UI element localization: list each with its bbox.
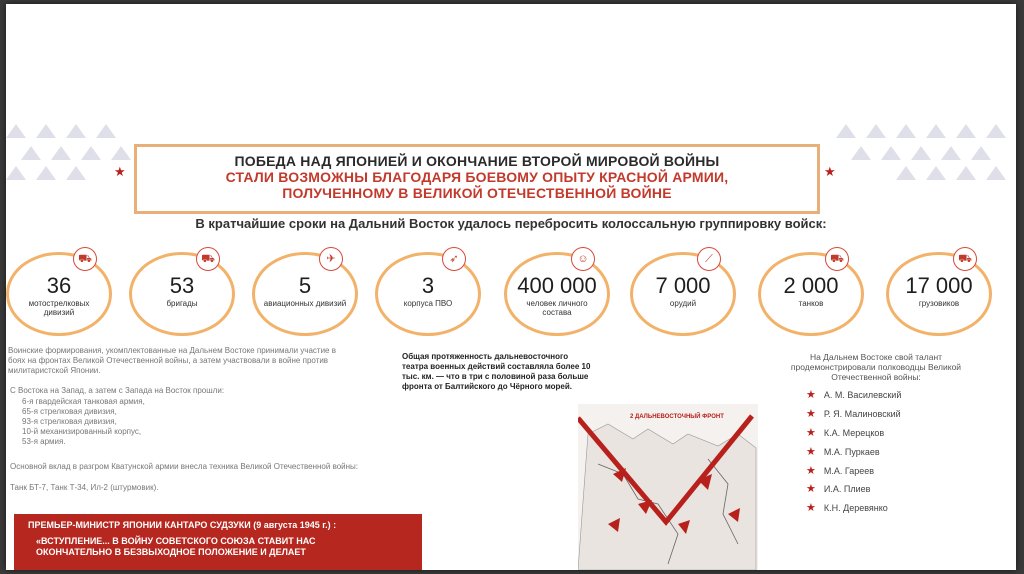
- title-line1: ПОБЕДА НАД ЯПОНИЕЙ И ОКОНЧАНИЕ ВТОРОЙ МИРОВОЙ ВОЙНЫ: [234, 153, 720, 169]
- plane-icon: ✈: [319, 247, 343, 271]
- quote-box: [14, 514, 422, 570]
- commander-name: М.А. Пуркаев: [823, 447, 880, 457]
- star-icon: ★: [806, 483, 816, 495]
- tank-icon: ⛟: [825, 247, 849, 271]
- commander-item: [806, 464, 874, 477]
- commander-item: [806, 407, 901, 420]
- star-icon: ★: [806, 389, 816, 401]
- quote-heading: ПРЕМЬЕР-МИНИСТР ЯПОНИИ КАНТАРО СУДЗУКИ (9 августа 1945 г.) :: [28, 520, 337, 530]
- stat-label: танков: [798, 299, 824, 308]
- stat-label: орудий: [669, 299, 697, 308]
- stat-value: 17 000: [905, 273, 973, 298]
- star-icon: ★: [806, 465, 816, 477]
- theater-text: Общая протяженность дальневосточного театра военных действий составляла более 10 тыс. км. — что в три с половиной раза больше фронта от Балтийского до Чёрного морей.: [402, 352, 591, 391]
- quote-body: [36, 536, 422, 558]
- stat-value: 5: [298, 273, 312, 298]
- commander-name: А. М. Василевский: [823, 390, 902, 400]
- left-tech: Основной вклад в разгром Кватунской армии внесла техника Великой Отечественной войны:: [10, 462, 359, 471]
- commander-item: [806, 388, 901, 401]
- star-icon: ★: [824, 164, 836, 179]
- left-intro: Воинские формирования, укомплектованные на Дальнем Востоке принимали участие в боях на фронтах Великой Отечественной войны, а затем участвовали в войне против милитаристской Японии.: [8, 346, 336, 375]
- stat-circle: [758, 252, 864, 336]
- commander-name: Р. Я. Малиновский: [823, 409, 901, 419]
- units-list: [10, 397, 330, 447]
- stat-value: 3: [421, 273, 435, 298]
- stat-circle: [252, 252, 358, 336]
- stat-value: 53: [169, 273, 195, 298]
- stat-label: корпуса ПВО: [403, 299, 453, 308]
- commander-name: К.Н. Деревянко: [823, 503, 888, 513]
- title-line2: СТАЛИ ВОЗМОЖНЫ БЛАГОДАРЯ БОЕВОМУ ОПЫТУ КРАСНОЙ АРМИИ,: [225, 169, 729, 185]
- stat-circle: [375, 252, 481, 336]
- commander-item: [806, 482, 870, 495]
- stat-label: грузовиков: [918, 299, 960, 308]
- title-line3: ПОЛУЧЕННОМУ В ВЕЛИКОЙ ОТЕЧЕСТВЕННОЙ ВОЙНЕ: [282, 185, 672, 201]
- commander-name: И.А. Плиев: [823, 484, 871, 494]
- stat-label: авиационных дивизий: [263, 299, 347, 308]
- commander-item: [806, 445, 880, 458]
- map-label: 2 ДАЛЬНЕВОСТОЧНЫЙ ФРОНТ: [630, 414, 724, 420]
- commander-item: [806, 501, 888, 514]
- left-route: С Востока на Запад, а затем с Запада на Восток прошли:: [10, 386, 225, 395]
- commander-name: М.А. Гареев: [823, 466, 875, 476]
- subtitle: В кратчайшие сроки на Дальний Восток удалось перебросить колоссальную группировку войск:: [195, 216, 827, 231]
- stat-circle: [6, 252, 112, 336]
- stat-label: мотострелковых дивизий: [28, 299, 90, 317]
- gun-icon: ⟋: [697, 247, 721, 271]
- person-icon: ☺: [571, 247, 595, 271]
- map-image: [578, 404, 758, 570]
- stat-circle: [886, 252, 992, 336]
- stat-label: бригады: [166, 299, 198, 308]
- tank-group-icon: ⛟: [196, 247, 220, 271]
- stat-value: 7 000: [655, 273, 711, 298]
- commander-item: [806, 426, 884, 439]
- quote-line: ОКОНЧАТЕЛЬНО В БЕЗВЫХОДНОЕ ПОЛОЖЕНИЕ И ДЕЛАЕТ: [36, 547, 306, 557]
- quote-line: «ВСТУПЛЕНИЕ... В ВОЙНУ СОВЕТСКОГО СОЮЗА СТАВИТ НАС: [36, 536, 316, 546]
- stat-value: 2 000: [783, 273, 839, 298]
- star-icon: ★: [114, 164, 126, 179]
- commanders-heading: На Дальнем Востоке свой талант продемонстрировали полководцы Великой Отечественной войны:: [790, 352, 962, 382]
- list-item: 10-й механизированный корпус,: [22, 427, 142, 436]
- stat-value: 36: [46, 273, 72, 298]
- star-icon: ★: [806, 427, 816, 439]
- tank-unit-icon: ⛟: [73, 247, 97, 271]
- slide: [6, 4, 1016, 570]
- star-icon: ★: [806, 502, 816, 514]
- list-item: 6-я гвардейская танковая армия,: [22, 397, 145, 406]
- stat-circle: [129, 252, 235, 336]
- commander-name: К.А. Мерецков: [823, 428, 885, 438]
- star-icon: ★: [806, 446, 816, 458]
- list-item: 65-я стрелковая дивизия,: [22, 407, 117, 416]
- stat-value: 400 000: [517, 273, 597, 298]
- star-icon: ★: [806, 408, 816, 420]
- truck-icon: ⛟: [953, 247, 977, 271]
- list-item: 93-я стрелковая дивизия,: [22, 417, 117, 426]
- stat-circle: [504, 252, 610, 336]
- left-tech-list: Танк БТ-7, Танк Т-34, Ил-2 (штурмовик).: [10, 483, 159, 492]
- stat-label: человек личного состава: [526, 299, 588, 317]
- title-box: [134, 144, 820, 214]
- rocket-icon: ➶: [442, 247, 466, 271]
- stat-circle: [630, 252, 736, 336]
- list-item: 53-я армия.: [22, 437, 66, 446]
